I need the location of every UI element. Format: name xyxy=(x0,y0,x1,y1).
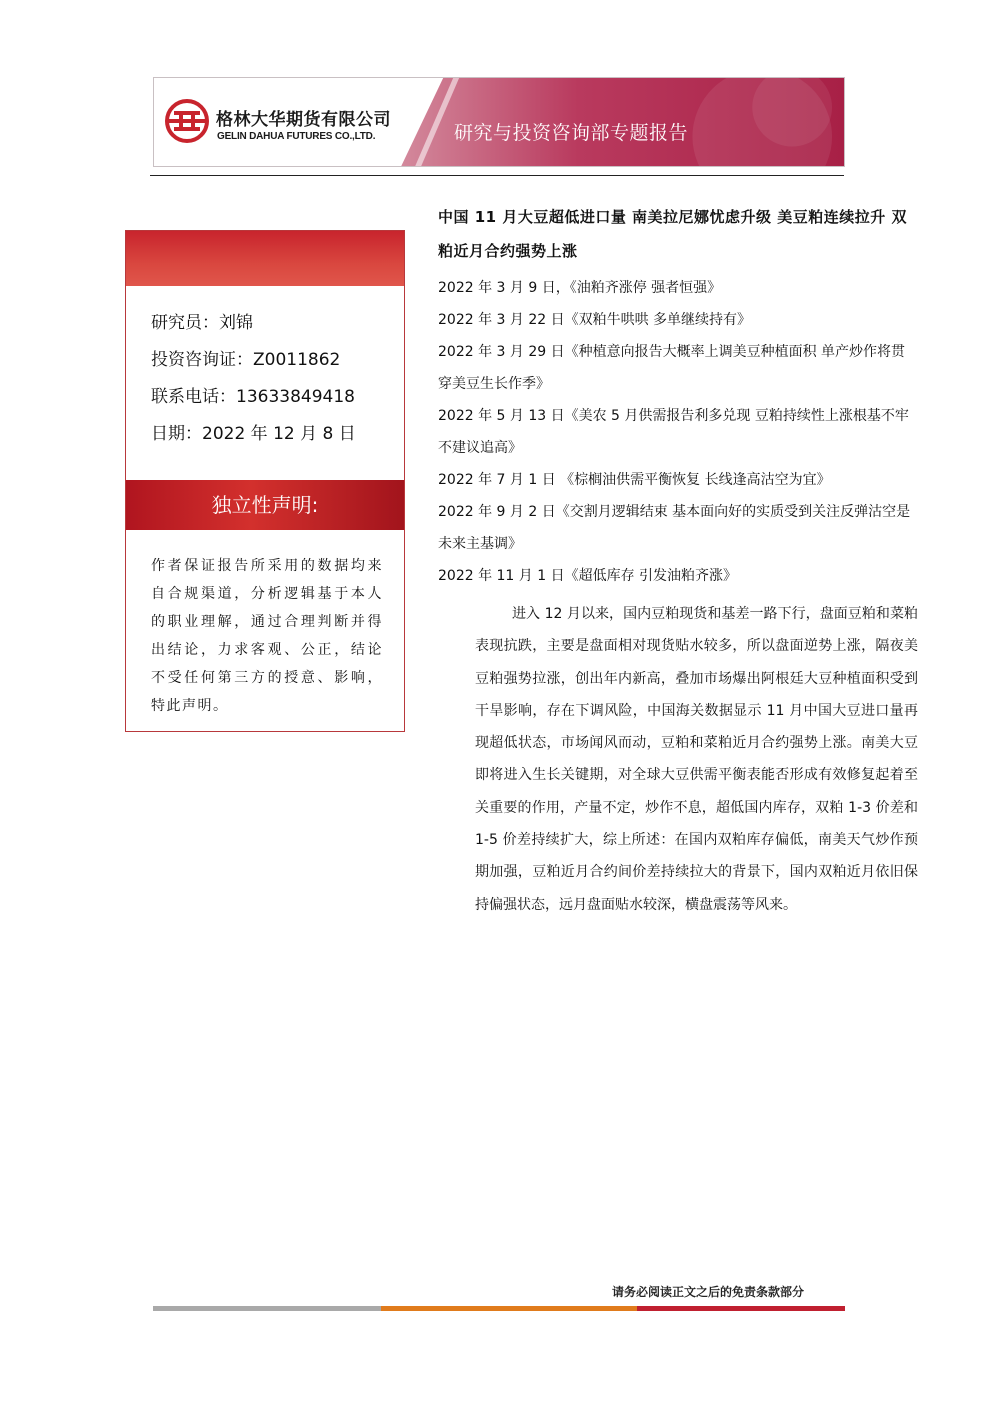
author-sidebar xyxy=(125,230,405,732)
independence-banner: 独立性声明: xyxy=(126,480,404,530)
related-report-item: 2022 年 11 月 1 日《超低库存 引发油粕齐涨》 xyxy=(438,568,738,584)
footer-bar-gray xyxy=(153,1306,381,1311)
company-logo-icon xyxy=(164,98,210,144)
related-report-item: 2022 年 3 月 22 日《双粕牛哄哄 多单继续持有》 xyxy=(438,312,752,328)
independence-declaration: 作者保证报告所采用的数据均来自合规渠道，分析逻辑基于本人的职业理解，通过合理判断并得出结论，力求客观、公正，结论不受任何第三方的授意、影响，特此声明。 xyxy=(151,558,383,714)
contact-phone: 联系电话：13633849418 xyxy=(151,387,355,407)
sidebar-top-band xyxy=(126,231,404,286)
related-reports-list xyxy=(438,272,918,592)
related-report-item: 2022 年 7 月 1 日 《棕榈油供需平衡恢复 长线逢高沽空为宜》 xyxy=(438,472,831,488)
license-number: 投资咨询证：Z0011862 xyxy=(151,350,341,370)
main-content xyxy=(438,200,918,921)
report-header xyxy=(153,77,845,167)
disclaimer-note: 请务必阅读正文之后的免责条款部分 xyxy=(612,1285,805,1299)
related-report-item: 2022 年 5 月 13 日《美农 5 月供需报告利多兑现 豆粕持续性上涨根基不牢 不建议追高》 xyxy=(438,408,909,456)
footer-color-bar xyxy=(153,1306,845,1311)
summary-paragraph: 进入 12 月以来，国内豆粕现货和基差一路下行，盘面豆粕和菜粕表现抗跌，主要是盘面相对现货贴水较多，所以盘面逆势上涨，隔夜美豆粕强势拉涨，创出年内新高，叠加市场爆出阿根廷大豆种植面积受到干旱影响，存在下调风险，中国海关数据显示 11 月中国大豆进口量再现超低状态，市场闻风而动，豆粕和菜粕近月合约强势上涨。南美大豆即将进入生长关键期，对全球大豆供需平衡表能否形成有效修复起着至关重要的作用，产量不定，炒作不息，超低国内库存，双粕 1-3 价差和 1-5 价差持续扩大，综上所述：在国内双粕库存偏低，南美天气炒作预期加强，豆粕近月合约间价差持续拉大的背景下，国内双粕近月依旧保持偏强状态，远月盘面贴水较深，横盘震荡等风来。 xyxy=(475,606,918,913)
related-report-item: 2022 年 3 月 29 日《种植意向报告大概率上调美豆种植面积 单产炒作将贯穿美豆生长作季》 xyxy=(438,344,906,392)
author-info xyxy=(151,305,356,453)
footer-bar-red xyxy=(637,1306,845,1311)
researcher-name: 研究员：刘锦 xyxy=(151,313,253,333)
department-title: 研究与投资咨询部专题报告 xyxy=(454,122,689,144)
company-name-cn: 格林大华期货有限公司 xyxy=(216,110,391,130)
company-name-en: GELIN DAHUA FUTURES CO.,LTD. xyxy=(217,131,376,142)
related-report-item: 2022 年 3 月 9 日，《油粕齐涨停 强者恒强》 xyxy=(438,280,722,296)
report-date: 日期：2022 年 12 月 8 日 xyxy=(151,424,356,444)
footer-bar-orange xyxy=(381,1306,637,1311)
related-report-item: 2022 年 9 月 2 日《交割月逻辑结束 基本面向好的实质受到关注反弹沽空是未来主基调》 xyxy=(438,504,911,552)
report-headline: 中国 11 月大豆超低进口量 南美拉尼娜忧虑升级 美豆粕连续拉升 双粕近月合约强势上涨 xyxy=(438,208,907,260)
header-divider xyxy=(150,175,844,176)
